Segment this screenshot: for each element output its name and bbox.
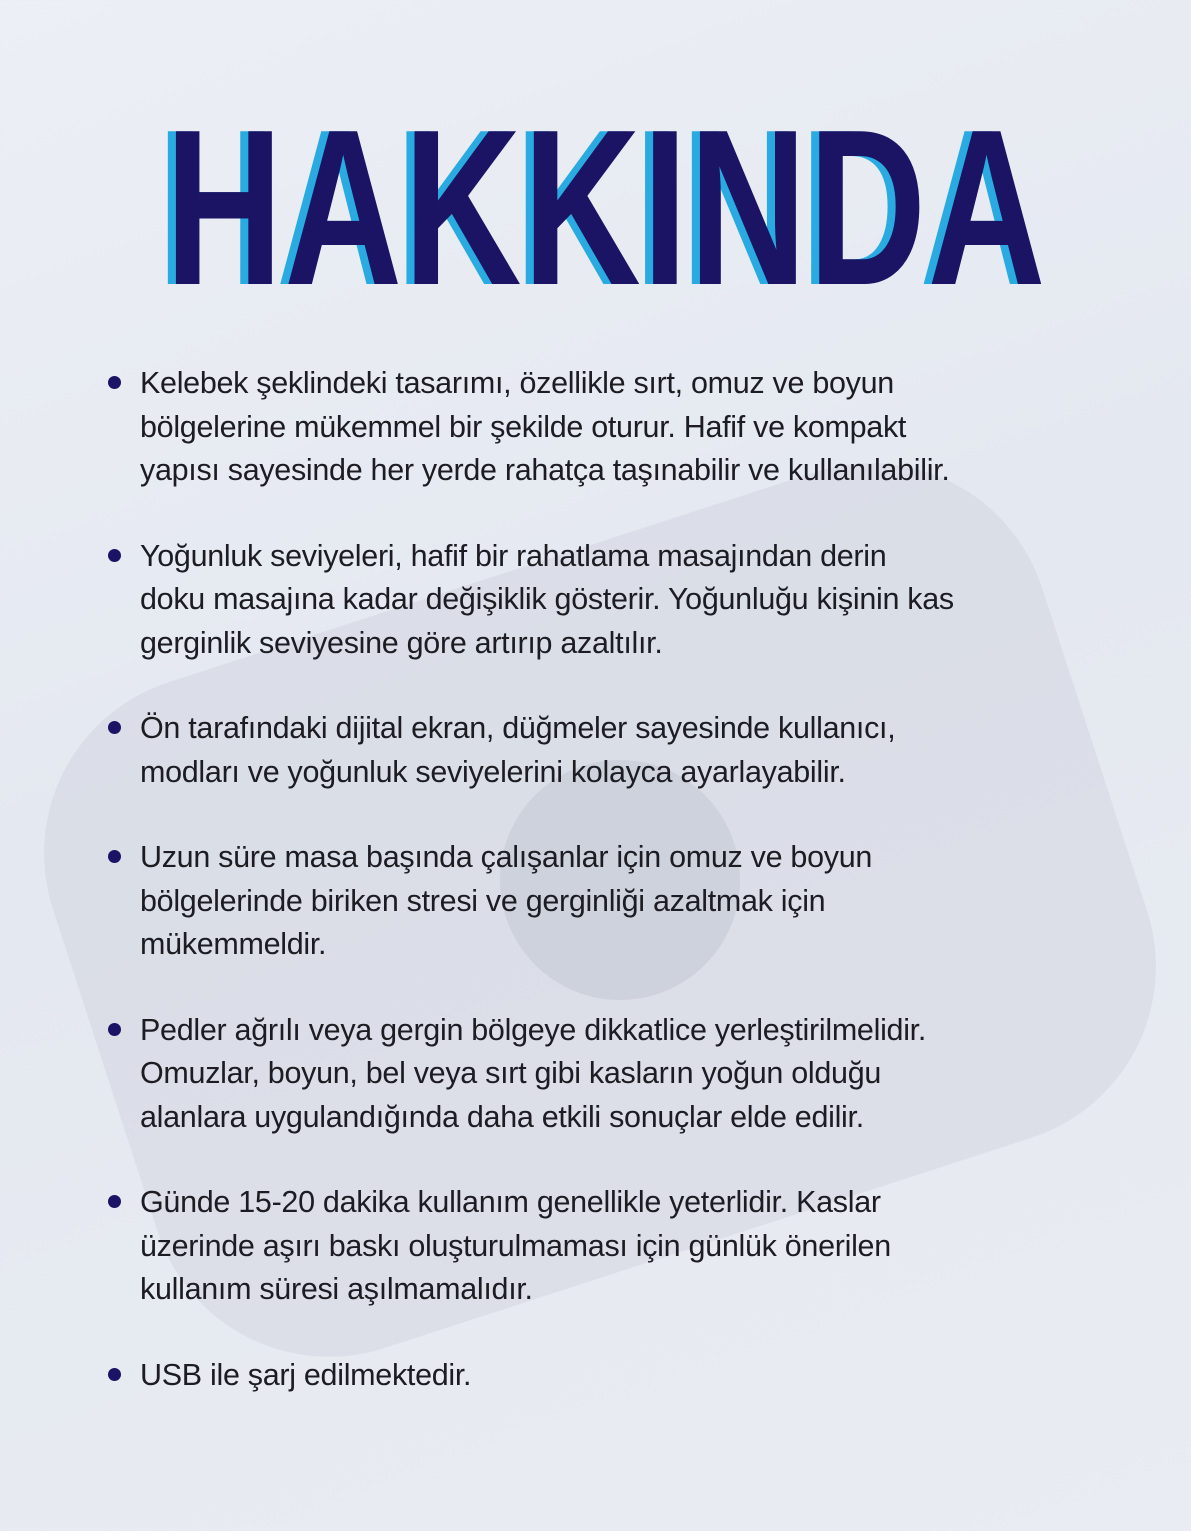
list-item-text-line: bölgelerine mükemmel bir şekilde oturur. Hafif ve kompakt (140, 409, 907, 444)
list-item-text-line: gerginlik seviyesine göre artırıp azaltılır. (140, 625, 663, 660)
list-item-text-line: kullanım süresi aşılmamalıdır. (140, 1272, 533, 1306)
list-item (108, 535, 1148, 666)
list-item (108, 362, 1148, 493)
bullet-icon (108, 1368, 121, 1381)
bullet-icon (108, 721, 121, 734)
list-item-text-line: Omuzlar, boyun, bel veya sırt gibi kasların yoğun olduğu (140, 1056, 882, 1090)
list-item-text-line: Kelebek şeklindeki tasarımı, özellikle sırt, omuz ve boyun (140, 366, 894, 400)
feature-list (108, 362, 1148, 1439)
bullet-icon (108, 850, 121, 863)
page-title-text: HAKKINDA (165, 84, 1047, 332)
list-item (108, 836, 1148, 967)
list-item-text-line: alanlara uygulandığında daha etkili sonuçlar elde edilir. (140, 1099, 864, 1134)
list-item-text-line: Uzun süre masa başında çalışanlar için omuz ve boyun (140, 840, 873, 874)
list-item-text-line: üzerinde aşırı baskı oluşturulmaması için günlük önerilen (140, 1228, 891, 1263)
list-item-text-line: Günde 15-20 dakika kullanım genellikle yeterlidir. Kaslar (140, 1185, 881, 1219)
list-item (108, 1354, 1148, 1398)
list-item (108, 1181, 1148, 1312)
list-item (108, 1009, 1148, 1140)
list-item-text-line: doku masajına kadar değişiklik gösterir. Yoğunluğu kişinin kas (140, 582, 954, 616)
list-item-text-line: bölgelerinde biriken stresi ve gerginliği azaltmak için (140, 883, 826, 918)
bullet-icon (108, 1023, 121, 1036)
list-item-text-line: Yoğunluk seviyeleri, hafif bir rahatlama masajından derin (140, 538, 887, 573)
list-item (108, 707, 1148, 794)
page-title (165, 84, 1047, 332)
list-item-text-line: yapısı sayesinde her yerde rahatça taşınabilir ve kullanılabilir. (140, 453, 950, 487)
bullet-icon (108, 376, 121, 389)
list-item-text-line: Pedler ağrılı veya gergin bölgeye dikkatlice yerleştirilmelidir. (140, 1012, 927, 1047)
list-item-text-line: Ön tarafındaki dijital ekran, düğmeler sayesinde kullanıcı, (140, 711, 896, 745)
list-item-text-line: modları ve yoğunluk seviyelerini kolayca ayarlayabilir. (140, 754, 846, 789)
bullet-icon (108, 1195, 121, 1208)
list-item-text-line: USB ile şarj edilmektedir. (140, 1357, 472, 1392)
list-item-text-line: mükemmeldir. (140, 927, 327, 961)
bullet-icon (108, 549, 121, 562)
